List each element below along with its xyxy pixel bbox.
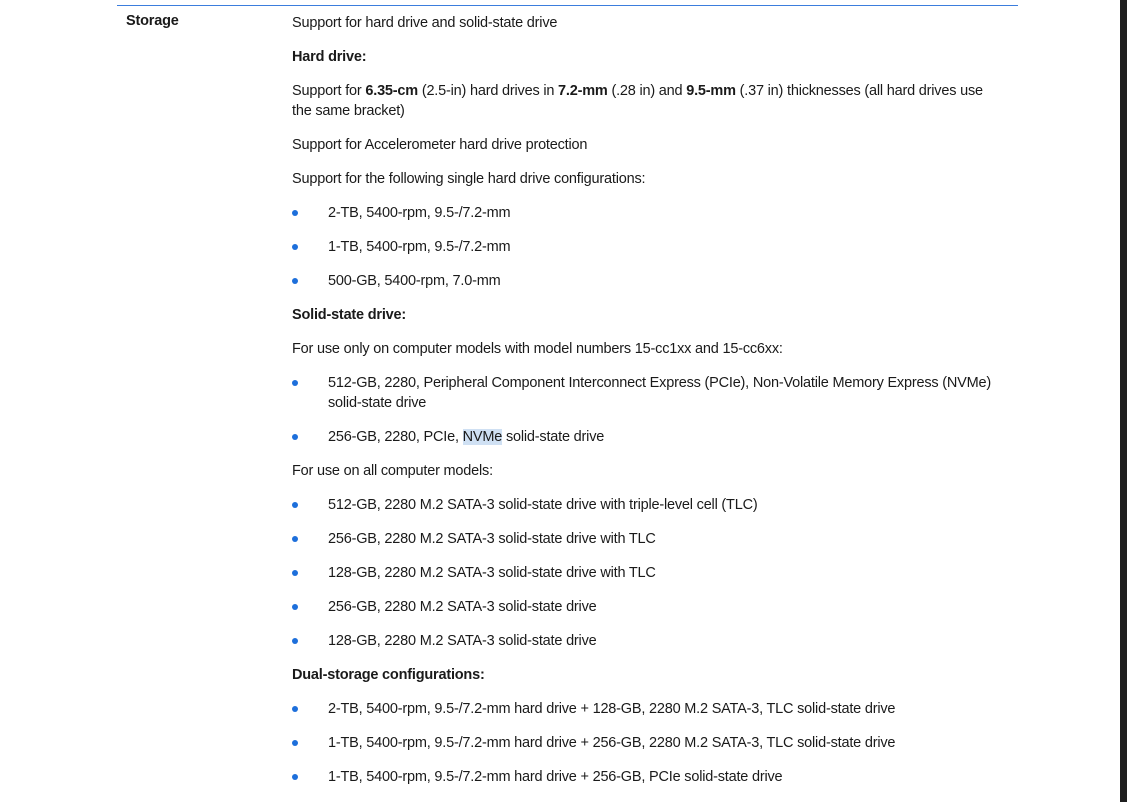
list-item: [292, 733, 1017, 753]
list-item-text: 2-TB, 5400-rpm, 9.5-/7.2-mm hard drive + 128-GB, 2280 M.2 SATA-3, TLC solid-state drive: [328, 701, 896, 717]
list-item: [292, 597, 1017, 617]
table-top-rule: [117, 5, 1018, 6]
list-item: [292, 699, 1017, 719]
list-item: [292, 563, 1017, 583]
list-item-text: 128-GB, 2280 M.2 SATA-3 solid-state drive with TLC: [328, 565, 656, 581]
sizes-text-1: Support for: [292, 83, 366, 99]
sizes-bold-3: 9.5-mm: [686, 83, 736, 99]
sizes-bold-1: 6.35-cm: [365, 83, 418, 99]
list-item-text: 1-TB, 5400-rpm, 9.5-/7.2-mm hard drive + 256-GB, 2280 M.2 SATA-3, TLC solid-state drive: [328, 735, 896, 751]
selected-text-highlight[interactable]: NVMe: [462, 429, 503, 445]
list-item-text: 2-TB, 5400-rpm, 9.5-/7.2-mm: [328, 205, 511, 221]
list-item: [292, 767, 1017, 787]
hard-drive-sizes: [292, 81, 1004, 121]
ssd-all-models-note: For use on all computer models:: [292, 463, 493, 479]
list-item: [292, 373, 1018, 413]
bullet-icon: [292, 536, 298, 542]
storage-intro: Support for hard drive and solid-state drive: [292, 15, 558, 31]
bullet-icon: [292, 278, 298, 284]
ssd-heading: Solid-state drive:: [292, 307, 407, 323]
list-item: [292, 529, 1017, 549]
sizes-bold-2: 7.2-mm: [558, 83, 608, 99]
ssd-models-note: For use only on computer models with model numbers 15-cc1xx and 15-cc6xx:: [292, 341, 783, 357]
list-item-text: 256-GB, 2280 M.2 SATA-3 solid-state drive with TLC: [328, 531, 656, 547]
list-item: [292, 631, 1017, 651]
bullet-icon: [292, 706, 298, 712]
bullet-icon: [292, 210, 298, 216]
list-item-text: 256-GB, 2280 M.2 SATA-3 solid-state drive: [328, 599, 597, 615]
list-item-text: 500-GB, 5400-rpm, 7.0-mm: [328, 273, 501, 289]
list-item: [292, 271, 1017, 291]
bullet-icon: [292, 774, 298, 780]
list-item-text: 128-GB, 2280 M.2 SATA-3 solid-state drive: [328, 633, 597, 649]
list-item-text: 512-GB, 2280, Peripheral Component Interconnect Express (PCIe), Non-Volatile Memory Express (NVMe) solid-state drive: [328, 375, 991, 411]
storage-content: [292, 13, 1017, 801]
list-item-text-pre: 256-GB, 2280, PCIe,: [328, 429, 463, 445]
hard-drive-config-intro: Support for the following single hard drive configurations:: [292, 171, 646, 187]
bullet-icon: [292, 502, 298, 508]
sizes-text-4: (.37 in) thicknesses (all hard drives use the same bracket): [292, 83, 983, 119]
sizes-text-3: (.28 in) and: [607, 83, 687, 99]
list-item-text: 512-GB, 2280 M.2 SATA-3 solid-state drive with triple-level cell (TLC): [328, 497, 758, 513]
accelerometer-support: Support for Accelerometer hard drive protection: [292, 137, 588, 153]
list-item-text-post: solid-state drive: [502, 429, 605, 445]
list-item: [292, 203, 1017, 223]
bullet-icon: [292, 638, 298, 644]
hard-drive-heading: Hard drive:: [292, 49, 367, 65]
sizes-text-2: (2.5-in) hard drives in: [417, 83, 559, 99]
dual-storage-heading: Dual-storage configurations:: [292, 667, 485, 683]
list-item: [292, 237, 1017, 257]
list-item: [292, 495, 1017, 515]
page-edge-border: [1120, 0, 1127, 802]
list-item-text: 1-TB, 5400-rpm, 9.5-/7.2-mm hard drive + 256-GB, PCIe solid-state drive: [328, 769, 783, 785]
row-label-storage: Storage: [126, 13, 179, 29]
bullet-icon: [292, 434, 298, 440]
bullet-icon: [292, 570, 298, 576]
bullet-icon: [292, 380, 298, 386]
list-item-text: 1-TB, 5400-rpm, 9.5-/7.2-mm: [328, 239, 511, 255]
list-item: [292, 427, 1017, 447]
bullet-icon: [292, 604, 298, 610]
bullet-icon: [292, 740, 298, 746]
bullet-icon: [292, 244, 298, 250]
